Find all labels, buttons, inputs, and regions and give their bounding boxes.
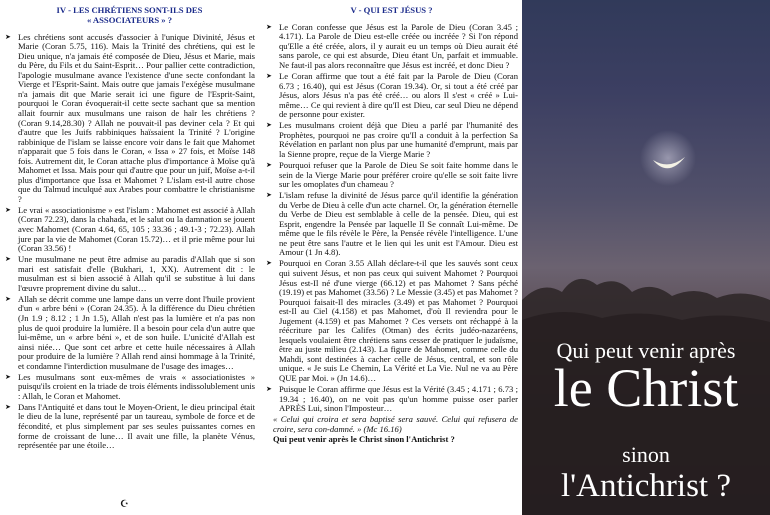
list-item: ➤ L'islam refuse la divinité de Jésus parce qu'il identifie la génération du Verbe de Dieu à celle d'un acte charnel. Or, la génération éternelle du Verbe de Dieu est semblable à celle de la pensée. Dieu, qui est Esprit, engendre la Pensée par laquelle Il Se connaît Lui-même. De même que le fils révèle le Père, la Pensée révèle l'intelligence. L'une ne peut être sans l'autre et le lien qui les unit est l'Amour. Dieu est Amour (1 Jn 4.8). (266, 190, 518, 258)
arrow-bullet-icon: ➤ (266, 259, 272, 268)
closing-question: Qui peut venir après le Christ sinon l'Antichrist ? (273, 434, 455, 445)
list-item: ➤ Allah se décrit comme une lampe dans un verre dont l'huile provient d'un « arbre béni » (Coran 24.35). À la différence du Dieu chrétien (Jn 1.9 ; 8.12 ; 1 Jn 1.5), Allah n'est pas la lumière et n'a pas non plus de quoi produire la lumière. Il a besoin pour cela d'un autre que lui-même, un « arbre béni », et de son huile. L'unicité d'Allah est ainsi niée… Que sont cet arbre et cette huile nécessaires à Allah pour produire de la lumière ? Allah rend ainsi hommage à la Trinité, et condamne l'interdiction musulmane de l'usage des images… (5, 293, 255, 371)
gospel-quote: « Celui qui croira et sera baptisé sera sauvé. Celui qui refusera de croire, sera con-damné. » (Mc 16.16) (273, 414, 518, 434)
arrow-bullet-icon: ➤ (266, 160, 272, 169)
left-column (4, 6, 255, 452)
arrow-bullet-icon: ➤ (266, 22, 272, 31)
list-item: ➤ Pourquoi en Coran 3.55 Allah déclare-t-il que les sauvés sont ceux qui suivent Jésus, et non pas ceux qui suivent Mahomet ? Pourquoi Jésus est-Il né d'une vierge (66.12) et pas Mahomet ? Sans péché (19.19) et pas Mahomet (33.56) ? Le Messie (3.45) et pas Mahomet ? Pourquoi faisait-Il des miracles (3.49) et pas Mahomet ? Pourquoi est-Il au Ciel (4.158) et pas Mahomet, d'où Il reviendra pour le Jugement (4.159) et pas Mahomet ? Ces versets ont réchappé à la réécriture par les Califes (Otman) des écrits judéo-nazaréens, lesquels voulaient être chrétiens sans cesser de pratiquer le judaïsme, être au juste milieu (2.143). La figure de Mahomet, comme celle du Mahdi, sont destinées à cacher celle de Jésus, central, et son rôle unique. « Je suis Le Chemin, La Vérité et La Vie. Nul ne va au Père QUE par Moi. » (Jn 14.6)… (266, 258, 518, 383)
arrow-bullet-icon: ➤ (266, 385, 272, 394)
list-item: ➤ Le Coran affirme que tout a été fait par la Parole de Dieu (Coran 6.73 ; 16.40), qui est Jésus (Coran 19.34). Or, si tout a été créé par Jésus, alors Jésus n'a pas été créé… ou alors Il s'est « créé » Lui-même… Ce qui revient à dire qu'Il est Dieu, car seul Dieu ne dépend de personne pour exister. (266, 71, 518, 120)
arrow-bullet-icon: ➤ (5, 294, 11, 303)
section-heading-iv: IV - LES CHRÉTIENS SONT-ILS DES « ASSOCIATEURS » ? (56, 5, 203, 25)
arrow-bullet-icon: ➤ (5, 32, 11, 41)
arrow-bullet-icon: ➤ (5, 205, 11, 214)
list-item: ➤ Les musulmans sont eux-mêmes de vrais « associationistes » puisqu'ils croient en la triade de trois éléments indissolublement unis : Allah, le Coran et Mahomet. (5, 371, 255, 401)
section-heading-v: V - QUI EST JÉSUS ? (350, 5, 433, 15)
arrow-bullet-icon: ➤ (5, 255, 11, 264)
list-item: ➤ Le Coran confesse que Jésus est la Parole de Dieu (Coran 3.45 ; 4.171). La Parole de Dieu est-elle créée ou incréée ? Si l'on répond qu'Elle a été créée, alors, il y aurait eu un temps où Dieu aurait été sans parole, ce qui est absurde, Dieu étant Un, parfait et immuable. Ne faut-il pas alors reconnaître que Jésus est incréé, et donc Dieu ? (266, 21, 518, 70)
crescent-star-icon: ☪ (120, 499, 129, 510)
arrow-bullet-icon: ➤ (5, 372, 11, 381)
cover-line-4: l'Antichrist ? (561, 468, 731, 504)
left-bullet-list (4, 33, 255, 451)
arrow-bullet-icon: ➤ (5, 402, 11, 411)
arrow-bullet-icon: ➤ (266, 191, 272, 200)
night-sky-illustration (522, 0, 770, 515)
cover-line-1: Qui peut venir après (556, 338, 736, 363)
list-item: ➤ Le vrai « associationisme » est l'islam : Mahomet est associé à Allah (Coran 72.23), dans la chahada, et le salut ou la damnation se jouent avec Mahomet (Coran 4.64, 65, 105 ; 33.36 ; 49.1-3 ; 72.23). Allah jure par la vie de Mahomet (Coran 15.72)… et il prie même pour lui (Coran 33.56) ! (5, 204, 255, 254)
right-bullet-list (265, 23, 518, 414)
list-item: ➤ Puisque le Coran affirme que Jésus est la Vérité (3.45 ; 4.171 ; 6.73 ; 19.34 ; 16.40), on ne voit pas qu'un homme puisse oser parler APRÈS Lui, sinon l'Imposteur… (266, 384, 518, 414)
arrow-bullet-icon: ➤ (266, 72, 272, 81)
cover-line-3: sinon (622, 442, 670, 467)
list-item: ➤ Pourquoi refuser que la Parole de Dieu Se soit faite homme dans le sein de la Vierge Marie pour préférer croire qu'elle se soit faite livre sur les omoplates d'un chameau ? (266, 159, 518, 190)
list-item: ➤ Une musulmane ne peut être admise au paradis d'Allah que si son mari est satisfait d'elle (Bukhari, 1, XX). Autrement dit : le musulman est si bien associé à Allah qu'il se substitue à lui dans l'œuvre proprement divine du salut… (5, 254, 255, 293)
list-item: ➤ Les musulmans croient déjà que Dieu a parlé par l'humanité des Prophètes, pourquoi ne pas croire qu'Il a conduit à la perfection Sa Révélation en parlant non plus par une humanité d'emprunt, mais par la Sienne propre, reçue de la Vierge Marie ? (266, 120, 518, 159)
list-item: ➤ Dans l'Antiquité et dans tout le Moyen-Orient, le dieu principal était le dieu de la lune, représenté par un taureau, symbole de force et de fécondité, et plus simplement par ses seules puissantes cornes en forme de croissant de lune… Il avait une fille, la planète Vénus, représentée par une étoile… (5, 401, 255, 451)
moon-glow (640, 130, 696, 186)
list-item: ➤ Les chrétiens sont accusés d'associer à l'unique Divinité, Jésus et Marie (Coran 5.75, 116). Mais la Trinité des chrétiens, qui est le Dieu unique, n'a jamais été composée de Dieu, Jésus et Marie, mais du Père, du Fils et du Saint-Esprit… Pour pallier cette contradiction, l'apologie musulmane avance l'existence d'une secte confondant la Vierge et l'Esprit-Saint. Mais outre que jamais l'exégèse musulmane n'a jamais dit que Marie serait ici une figure de l'Esprit-Saint, pourquoi le Coran évoquerait-il cette secte sachant que sa mention allait fournir aux musulmans une raison de haïr les chrétiens ? (Coran 9.14,28.30) ? Allah ne pouvait-il pas deviner cela ? Et qui d'autre que les Juifs rabbiniques haïssaient la Trinité ? L'origine rabbinique de l'islam se laisse encore voir dans le fait que Mahomet n'apparait que 5 fois dans le Coran, « Issa » 27 fois, et Moïse 148 fois. Autrement dit, le Coran attache plus d'importance à Moïse qu'à Mahomet et Issa. Mais pour qui d'autre que pour un juif, Moïse a-t-il plus d'importance que Issa et Mahomet ? L'islam est-il autre chose que du Talmud inculqué aux Arabes pour combattre le christianisme ? (5, 31, 255, 204)
right-column (265, 6, 518, 445)
cover-panel (522, 0, 770, 515)
cover-line-2: le Christ (553, 358, 739, 418)
arrow-bullet-icon: ➤ (266, 121, 272, 130)
